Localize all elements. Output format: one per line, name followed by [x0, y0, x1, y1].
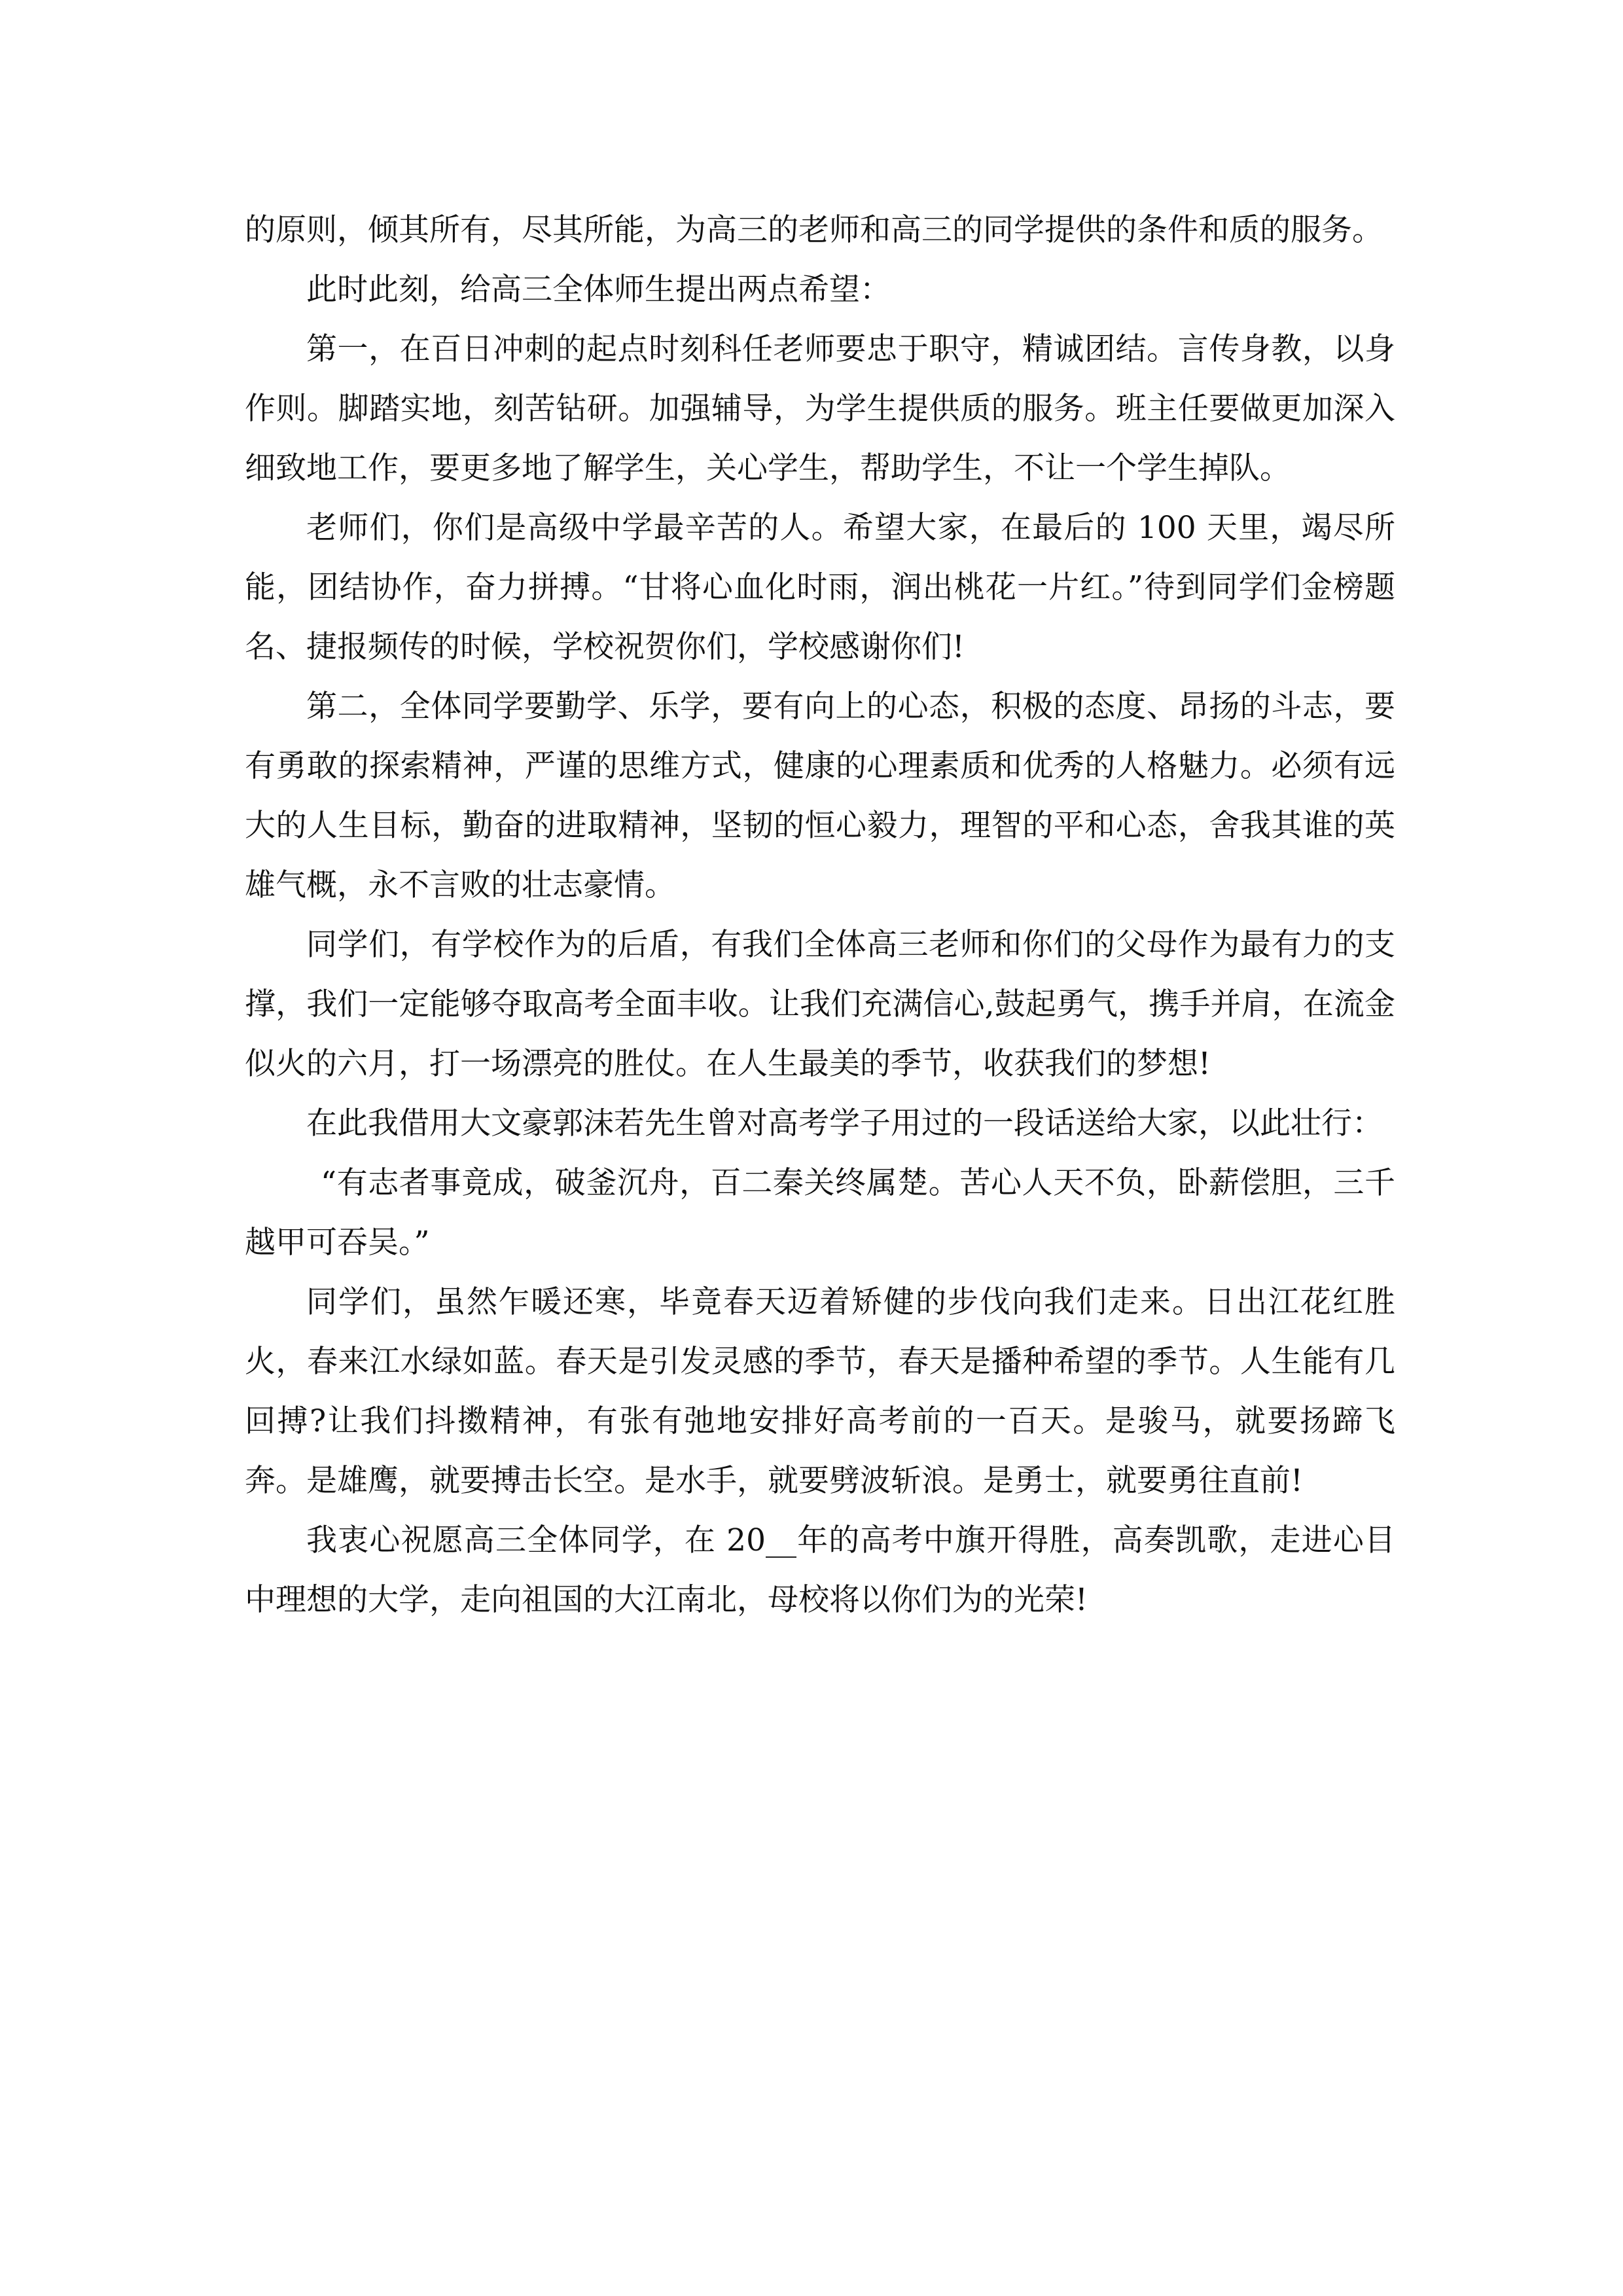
paragraph-closing-wish: 我衷心祝愿高三全体同学，在 20__年的高考中旗开得胜，高奏凯歌，走进心目中理想的大学，走向祖国的大江南北，母校将以你们为的光荣! [245, 1522, 1395, 1618]
paragraph-first-hope-teachers: 第一，在百日冲刺的起点时刻科任老师要忠于职守，精诚团结。言传身教，以身作则。脚踏实地，刻苦钻研。加强辅导，为学生提供质的服务。班主任要做更加深入细致地工作，要更多地了解学生，关心学生，帮助学生，不让一个学生掉队。 [245, 331, 1395, 486]
paragraph-continuation: 的原则，倾其所有，尽其所能，为高三的老师和高三的同学提供的条件和质的服务。 [245, 212, 1383, 248]
paragraph-students-address: 同学们，有学校作为的后盾，有我们全体高三老师和你们的父母作为最有力的支撑，我们一定能够夺取高考全面丰收。让我们充满信心,鼓起勇气，携手并肩，在流金似火的六月，打一场漂亮的胜仗。在人生最美的季节，收获我们的梦想! [245, 927, 1395, 1082]
paragraph-spring-encouragement: 同学们，虽然乍暖还寒，毕竟春天迈着矫健的步伐向我们走来。日出江花红胜火，春来江水绿如蓝。春天是引发灵感的季节，春天是播种希望的季节。人生能有几回搏?让我们抖擞精神，有张有弛地安排好高考前的一百天。是骏马，就要扬蹄飞奔。是雄鹰，就要搏击长空。是水手，就要劈波斩浪。是勇士，就要勇往直前! [245, 1284, 1395, 1499]
paragraph-teachers-address: 老师们，你们是高级中学最辛苦的人。希望大家，在最后的 100 天里，竭尽所能，团结协作，奋力拼搏。“甘将心血化时雨，润出桃花一片红。”待到同学们金榜题名、捷报频传的时候，学校祝贺你们，学校感谢你们! [245, 510, 1395, 665]
paragraph-quote: “有志者事竟成，破釜沉舟，百二秦关终属楚。苦心人天不负，卧薪偿胆，三千越甲可吞吴。” [245, 1165, 1395, 1261]
paragraph-quote-intro: 在此我借用大文豪郭沫若先生曾对高考学子用过的一段话送给大家，以此壮行： [306, 1105, 1383, 1141]
paragraph-two-hopes-intro: 此时此刻，给高三全体师生提出两点希望： [306, 272, 891, 308]
document-body [245, 200, 1395, 1630]
paragraph-second-hope-students: 第二，全体同学要勤学、乐学，要有向上的心态，积极的态度、昂扬的斗志，要有勇敢的探索精神，严谨的思维方式，健康的心理素质和优秀的人格魅力。必须有远大的人生目标，勤奋的进取精神，坚韧的恒心毅力，理智的平和心态，舍我其谁的英雄气概，永不言败的壮志豪情。 [245, 689, 1395, 903]
